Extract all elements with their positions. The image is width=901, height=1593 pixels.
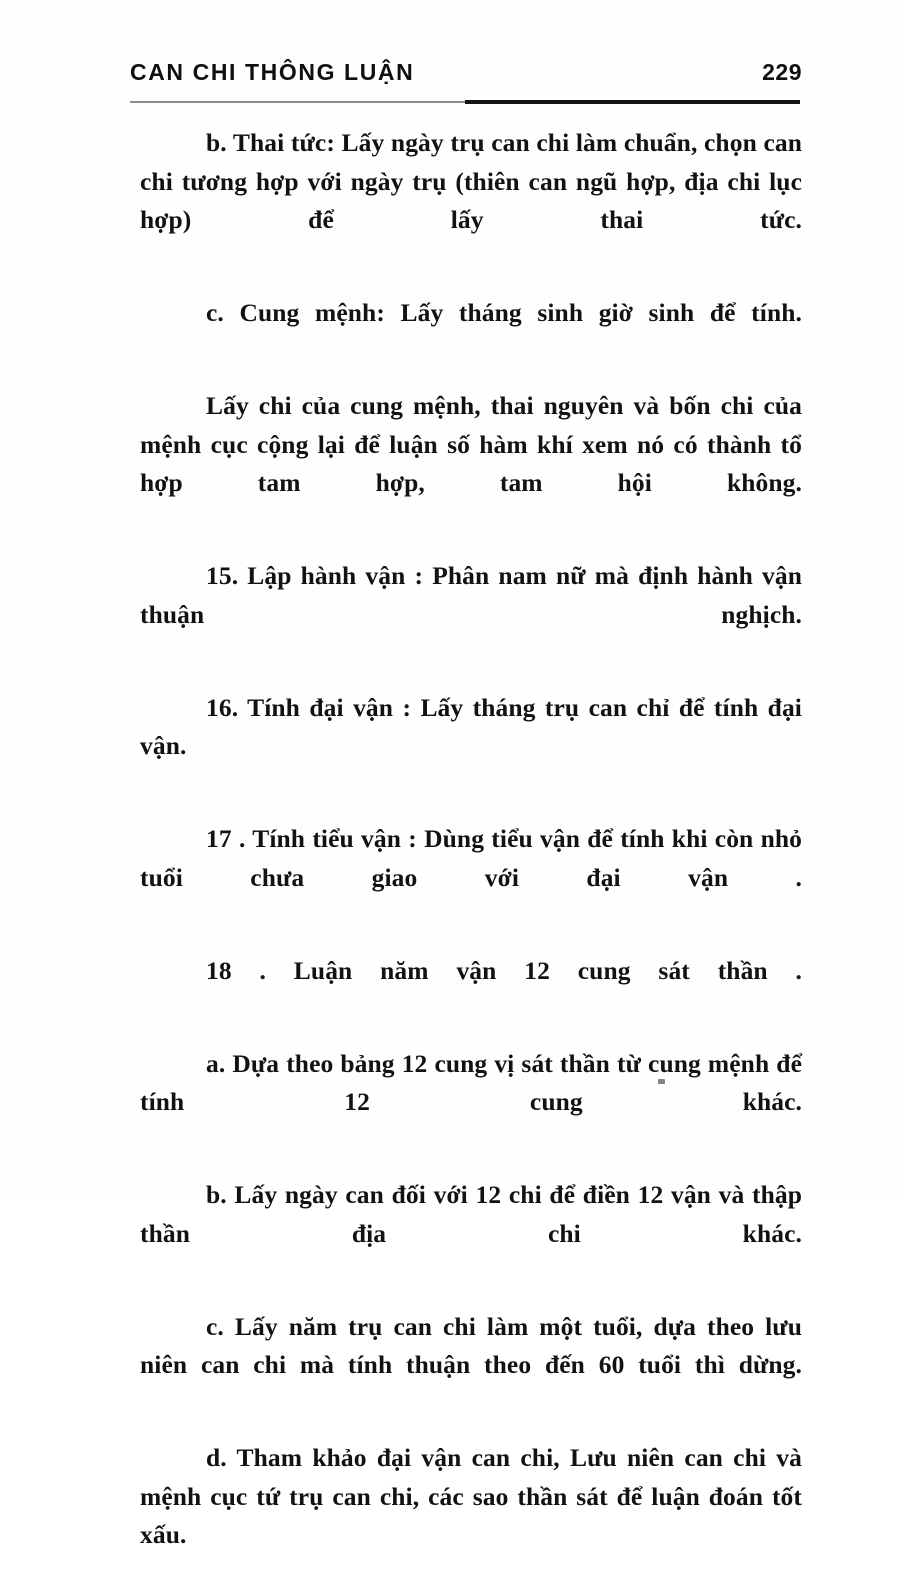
header-rule-right-segment [465,100,800,104]
paragraph-16-tinh-dai-van: 16. Tính đại vận : Lấy tháng trụ can chỉ để tính đại vận. [140,692,802,760]
running-head [130,58,802,94]
paragraph-c-cung-menh: c. Cung mệnh: Lấy tháng sinh giờ sinh để tính. [206,298,802,327]
page-title: CAN CHI THÔNG LUẬN [130,59,415,85]
header-rule-left-segment [130,101,465,103]
page-number: 229 [762,59,802,85]
paragraph-b-lay-ngay-can: b. Lấy ngày can đối với 12 chi để điền 12 vận và thập thần địa chi khác. [140,1180,802,1248]
paragraph-c-lay-nam-tru: c. Lấy năm trụ can chi làm một tuổi, dựa theo lưu niên can chi mà tính thuận theo đến 60 tuổi thì dừng. [140,1311,802,1379]
paragraph-15-lap-hanh-van: 15. Lập hành vận : Phân nam nữ mà định hành vận thuận nghịch. [140,561,802,629]
paragraph-d-tham-khao: d. Tham khảo đại vận can chi, Lưu niên can chi và mệnh cục tứ trụ can chi, các sao thần sát để luận đoán tốt xấu. [140,1443,802,1549]
paragraph-lay-chi-cung-menh: Lấy chi của cung mệnh, thai nguyên và bốn chi của mệnh cục cộng lại để luận số hàm khí xem nó có thành tổ hợp tam hợp, tam hội không. [140,391,802,497]
paragraph-a-dua-theo-bang: a. Dựa theo bảng 12 cung vị sát thần từ cung mệnh để tính 12 cung khác. [140,1048,802,1116]
scan-speck-artifact [658,1079,665,1084]
paragraph-18-luan-nam-van: 18 . Luận năm vận 12 cung sát thần . [206,955,802,985]
header-rule [130,100,800,105]
paragraph-17-tinh-tieu-van: 17 . Tính tiểu vận : Dùng tiểu vận để tính khi còn nhỏ tuổi chưa giao với đại vận . [140,824,802,892]
body-text-column [140,124,802,1593]
paragraph-b-thai-tuc: b. Thai tức: Lấy ngày trụ can chi làm chuẩn, chọn can chi tương hợp với ngày trụ (thiên can ngũ hợp, địa chi lục hợp) để lấy thai tức. [140,128,802,234]
